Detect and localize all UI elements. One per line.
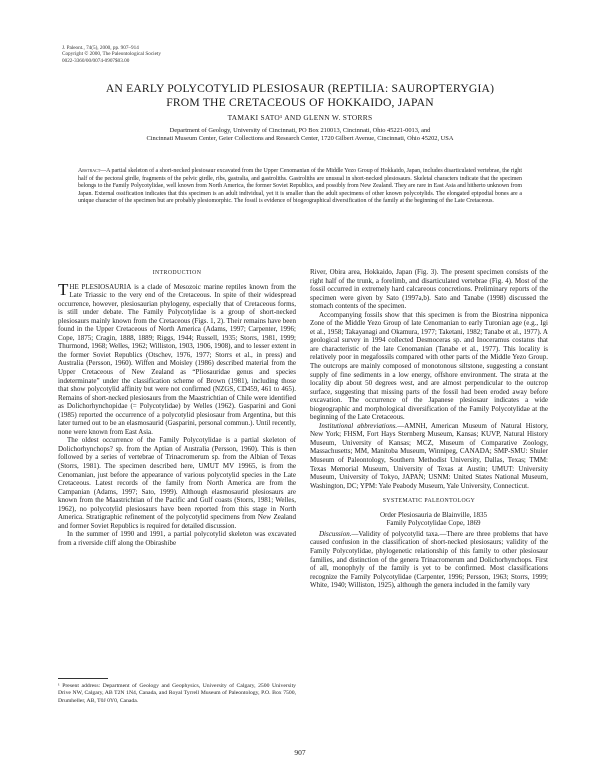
discussion-text: —Validity of polycotylid taxa.—There are three problems that have caused confusion in the classification of short-necked plesiosaurs; validity of the Family Polycotylidae, phylogenetic relationship of this family to other plesiosaur families, and distinction of the genera Trinacromerum and Dolichorhynchops. First of all, monophyly of the family is yet to be confirmed. Most classifications recognize the Family Polycotylidae (Carpenter, 1996; Persson, 1963; Storrs, 1999; White, 1940; Williston, 1925), although the genera included in the family vary bbox=[310, 529, 548, 590]
section-heading-introduction: INTRODUCTION bbox=[152, 270, 202, 276]
abstract-label: Abstract bbox=[78, 168, 101, 174]
affiliation-line-1: Department of Geology, University of Cincinnati, PO Box 210013, Cincinnati, Ohio 45221-0013, and bbox=[169, 127, 431, 134]
body-paragraph-2: Accompanying fossils show that this specimen is from the Biostrina nipponica Zone of the Middle Yezo Group of late Cenomanian to early Turonian age (e.g., Igi et al., 1958; Takayanagi and Okamura, 1977; Taketani, 1982; Tanabe et al., 1977). A geological survey in 1994 collected Desmoceras sp. and Inoceramus costatus that are characteristic of the late Cenomanian (Tanabe et al., 1977). This locality is relatively poor in megafossils compared with other parts of the Middle Yezo Group. The outcrops are mainly composed of monotonous siltstone, suggesting a constant supply of fine sediments in a low energy, offshore environment. The strata at the locality dip about 50 degrees west, and are almost perpendicular to the outcrop surface, suggesting that missing parts of the fossil had been eroded away before excavation. The occurrence of the Japanese plesiosaur indicates a wide biogeographic and morphological diversification of the Family Polycotylidae at the beginning of the Late Cretaceous. bbox=[310, 310, 548, 422]
abbreviations-paragraph bbox=[310, 422, 548, 490]
section-heading-systematic: SYSTEMATIC PALEONTOLOGY bbox=[382, 498, 476, 505]
left-column bbox=[58, 268, 296, 548]
taxon-family: Family Polycotylidae Cope, 1869 bbox=[386, 519, 481, 528]
abbreviations-label: Institutional abbreviations. bbox=[319, 421, 398, 430]
page-number: 907 bbox=[294, 748, 306, 757]
intro-lead-words: HE PLESIOSAURIA bbox=[69, 282, 132, 291]
affiliation bbox=[60, 127, 540, 143]
discussion-paragraph bbox=[310, 530, 548, 590]
abstract-text: —A partial skeleton of a short-necked plesiosaur excavated from the Upper Cenomanian of the Middle Yezo Group of Hokkaido, Japan, includes disarticulated vertebrae, the right half of the pectoral girdle, fragments of the pelvic girdle, ribs, gastralia, and gastroliths. Gastroliths are unusual in short-necked plesiosaurs. Skeletal characters indicate that the specimen belongs to the Family Polycotylidae, well known from North America, the former Soviet Republics, and possibly from New Zealand. They are rare in East Asia and hitherto unknown from Japan. External ossification indicates that this specimen is an adult individual, yet it is smaller than the adult specimens of other known polycotylids. The elongated epipodial bones are a unique character of the specimen but are probably plesiomorphic. The fossil is evidence of biogeographical diversification of the family at the beginning of the Late Cretaceous. bbox=[78, 168, 522, 205]
discussion-label: Discussion. bbox=[319, 529, 352, 538]
intro-paragraph-2: The oldest occurrence of the Family Polycotylidae is a partial skeleton of Dolichorhynchops? sp. from the Aptian of Australia (Persson, 1960). This is then followed by a series of vertebrae of Trinacromerum sp. from the Albian of Texas (Storrs, 1981). The specimen described here, UMUT MV 19965, is from the Cenomanian, just before the appearance of various polycotylid species in the Late Cretaceous. Latest records of the family from North America are from the Campanian (Adams, 1997; Sato, 1999). Although elasmosaurid plesiosaurs are known from the Maastrichtian of the Pacific and Gulf coasts (Storrs, 1981; Welles, 1962), no polycotylid plesiosaurs have been reported from this stage in North America. Stratigraphic refinement of the polycotylid specimens from New Zealand and former Soviet Republics is required for detailed discussion. bbox=[58, 436, 296, 530]
journal-header bbox=[62, 45, 161, 64]
intro-paragraph-1-text: is a clade of Mesozoic marine reptiles known from the Late Triassic to the very end of the Cretaceous. In spite of their widespread occurrence, however, plesiosaurian phylogeny, especially that of Cretaceous forms, is still under debate. The Family Polycotylidae is a group of short-necked plesiosaurs mainly known from the Cretaceous (Figs. 1, 2). Their remains have been found in the Upper Cretaceous of North America (Adams, 1997; Carpenter, 1996; Cope, 1875; Cragin, 1888, 1889; Riggs, 1944; Russell, 1935; Storrs, 1981, 1999; Thurmond, 1968; Welles, 1962; Williston, 1903, 1906, 1908), and to lesser extent in the former Soviet Republics (Otschev, 1976, 1977; Storrs et al., in press) and Australia (Persson, 1960). Wiffen and Moisley (1986) described material from the Upper Cretaceous of New Zealand as “Pliosauridae genus and species indeterminate” under the classification scheme of Brown (1981), including those that show polycotylid affinity but were not confirmed (NZGS, CD459, 461 to 465). Remains of short-necked plesiosaurs from the Maastrichtian of Chile were identified as Dolichorhynchopidae (= Polycotylidae) by Welles (1962). Gasparini and Goni (1985) reported the occurrence of a polycotylid plesiosaur from Argentina, but this later turned out to be an elasmosaurid (Gasparini, personal commun.). Until recently, none were known from East Asia. bbox=[58, 282, 296, 436]
journal-citation: J. Paleont., 74(5), 2000, pp. 907–914 bbox=[62, 45, 139, 51]
affiliation-line-2: Cincinnati Museum Center, Geier Collections and Research Center, 1720 Gilbert Avenue, Cincinnati, Ohio 45202, USA bbox=[146, 135, 454, 143]
issn-line: 0022-3360/00/0074-0907$03.00 bbox=[62, 57, 130, 64]
footnote-rule bbox=[58, 678, 108, 679]
abbreviations-text: —AMNH, American Museum of Natural History, New York; FHSM, Fort Hays Sternberg Museum, Kansas; KUVP, Natural History Museum, University of Kansas; MCZ, Museum of Comparative Zoology, Massachusetts; MM, Manitoba Museum, Winnipeg, CANADA; SMP-SMU: Shuler Museum of Paleontology, Southern Methodist University, Dallas, Texas; TMM: Texas Memorial Museum, University of Texas at Austin; UMUT: University Museum, University of Tokyo, JAPAN; USNM: United States National Museum, Washington, DC; YPM: Yale Peabody Museum, Yale University, Connecticut. bbox=[310, 421, 548, 490]
body-paragraph-1: River, Obira area, Hokkaido, Japan (Fig. 3). The present specimen consists of the right half of the trunk, a forelimb, and disarticulated vertebrae (Fig. 4). Most of the fossil occurred in extremely hard calcareous concretions. Preliminary reports of the specimen were given by Sato (1997a,b). Sato and Tanabe (1998) discussed the stomach contents of the specimen. bbox=[310, 268, 548, 311]
article-title bbox=[40, 82, 560, 109]
title-line-2: FROM THE CRETACEOUS OF HOKKAIDO, JAPAN bbox=[166, 95, 434, 109]
right-column bbox=[310, 268, 548, 590]
copyright-line: Copyright © 2000, The Paleontological Society bbox=[62, 51, 161, 58]
abstract bbox=[78, 168, 522, 206]
author-line: TAMAKI SATO¹ AND GLENN W. STORRS bbox=[227, 113, 373, 122]
intro-paragraph-3: In the summer of 1990 and 1991, a partial polycotylid skeleton was excavated from a riverside cliff along the Obirashibe bbox=[58, 530, 296, 547]
drop-cap: T bbox=[58, 279, 69, 299]
intro-paragraph-1 bbox=[58, 279, 296, 437]
footnote: ¹ Present address: Department of Geology and Geophysics, University of Calgary, 2500 University Drive NW, Calgary, AB T2N 1N4, Canada, and Royal Tyrrell Museum of Paleontology, P.O. Box 7500, Drumheller, AB, T0J 0Y0, Canada. bbox=[58, 683, 296, 704]
taxon-order: Order Plesiosauria de Blainville, 1835 bbox=[379, 510, 488, 519]
title-line-1: AN EARLY POLYCOTYLID PLESIOSAUR (REPTILIA: SAUROPTERYGIA) bbox=[105, 82, 495, 95]
